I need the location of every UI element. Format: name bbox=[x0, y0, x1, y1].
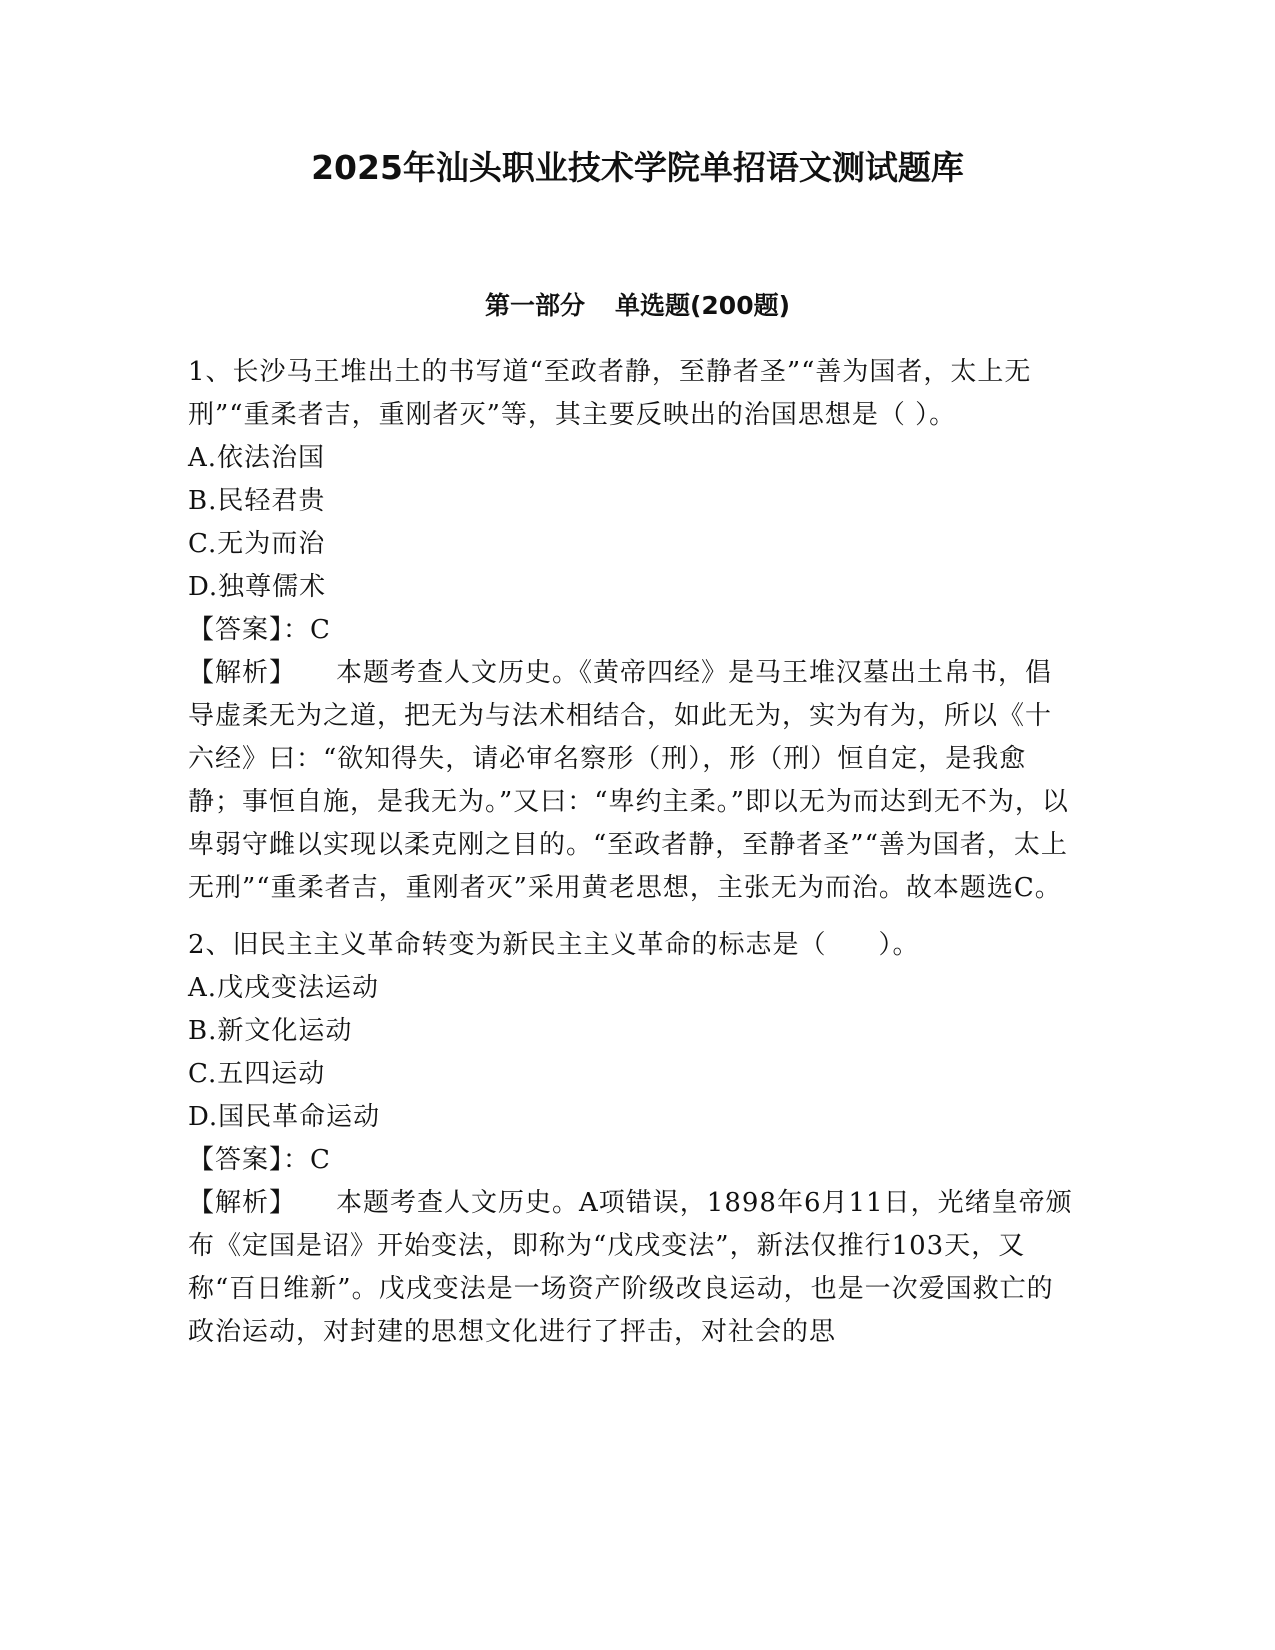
option-b: B.民轻君贵 bbox=[188, 486, 326, 516]
analysis-label: 【解析】 bbox=[188, 1188, 297, 1218]
question-stem-end: ）。 bbox=[878, 930, 920, 960]
option-a: A.依法治国 bbox=[188, 443, 326, 473]
option-c: C.无为而治 bbox=[188, 529, 326, 559]
option-a: A.戊戌变法运动 bbox=[188, 973, 380, 1003]
question-stem: 1、长沙马王堆出土的书写道“至政者静，至静者圣”“善为国者，太上无刑”“重柔者吉，重刚者灭”等，其主要反映出的治国思想是（ ）。 bbox=[188, 357, 1032, 430]
document-title: 2025年汕头职业技术学院单招语文测试题库 bbox=[311, 148, 964, 187]
option-d: D.国民革命运动 bbox=[188, 1102, 381, 1132]
answer-value: C bbox=[310, 615, 331, 645]
option-d: D.独尊儒术 bbox=[188, 572, 327, 602]
question-stem bbox=[188, 924, 1078, 967]
question-2 bbox=[188, 924, 1078, 1354]
option-c: C.五四运动 bbox=[188, 1059, 326, 1089]
section-part-label: 第一部分 bbox=[484, 291, 585, 320]
analysis-label: 【解析】 bbox=[188, 658, 297, 688]
section-heading bbox=[0, 290, 1275, 322]
answer-label: 【答案】： bbox=[188, 1145, 311, 1175]
answer-value: C bbox=[310, 1145, 331, 1175]
analysis-text: 本题考查人文历史。《黄帝四经》是马王堆汉墓出土帛书，倡导虚柔无为之道，把无为与法术相结合，如此无为，实为有为，所以《十六经》曰：“欲知得失，请必审名察形（刑），形（刑）恒自定，是我愈静；事恒自施，是我无为。”又曰：“卑约主柔。”即以无为而达到无不为，以卑弱守雌以实现以柔克刚之目的。“至政者静，至静者圣”“善为国者，太上无刑”“重柔者吉，重刚者灭”采用黄老思想，主张无为而治。故本题选C。 bbox=[188, 658, 1069, 903]
question-stem-start: 2、旧民主主义革命转变为新民主主义革命的标志是（ bbox=[188, 930, 827, 960]
section-name: 单选题(200题) bbox=[614, 291, 791, 320]
analysis-paragraph bbox=[188, 1182, 1078, 1354]
answer-line bbox=[188, 609, 1078, 652]
question-list bbox=[188, 351, 1078, 1354]
answer-label: 【答案】： bbox=[188, 615, 311, 645]
analysis-text: 本题考查人文历史。A项错误，1898年6月11日，光绪皇帝颁布《定国是诏》开始变法，即称为“戊戌变法”，新法仅推行103天，又称“百日维新”。戊戌变法是一场资产阶级改良运动，也是一次爱国救亡的政治运动，对封建的思想文化进行了抨击，对社会的思 bbox=[188, 1188, 1073, 1347]
option-b: B.新文化运动 bbox=[188, 1016, 353, 1046]
answer-line bbox=[188, 1139, 1078, 1182]
analysis-paragraph bbox=[188, 652, 1078, 910]
question-1 bbox=[188, 351, 1078, 910]
